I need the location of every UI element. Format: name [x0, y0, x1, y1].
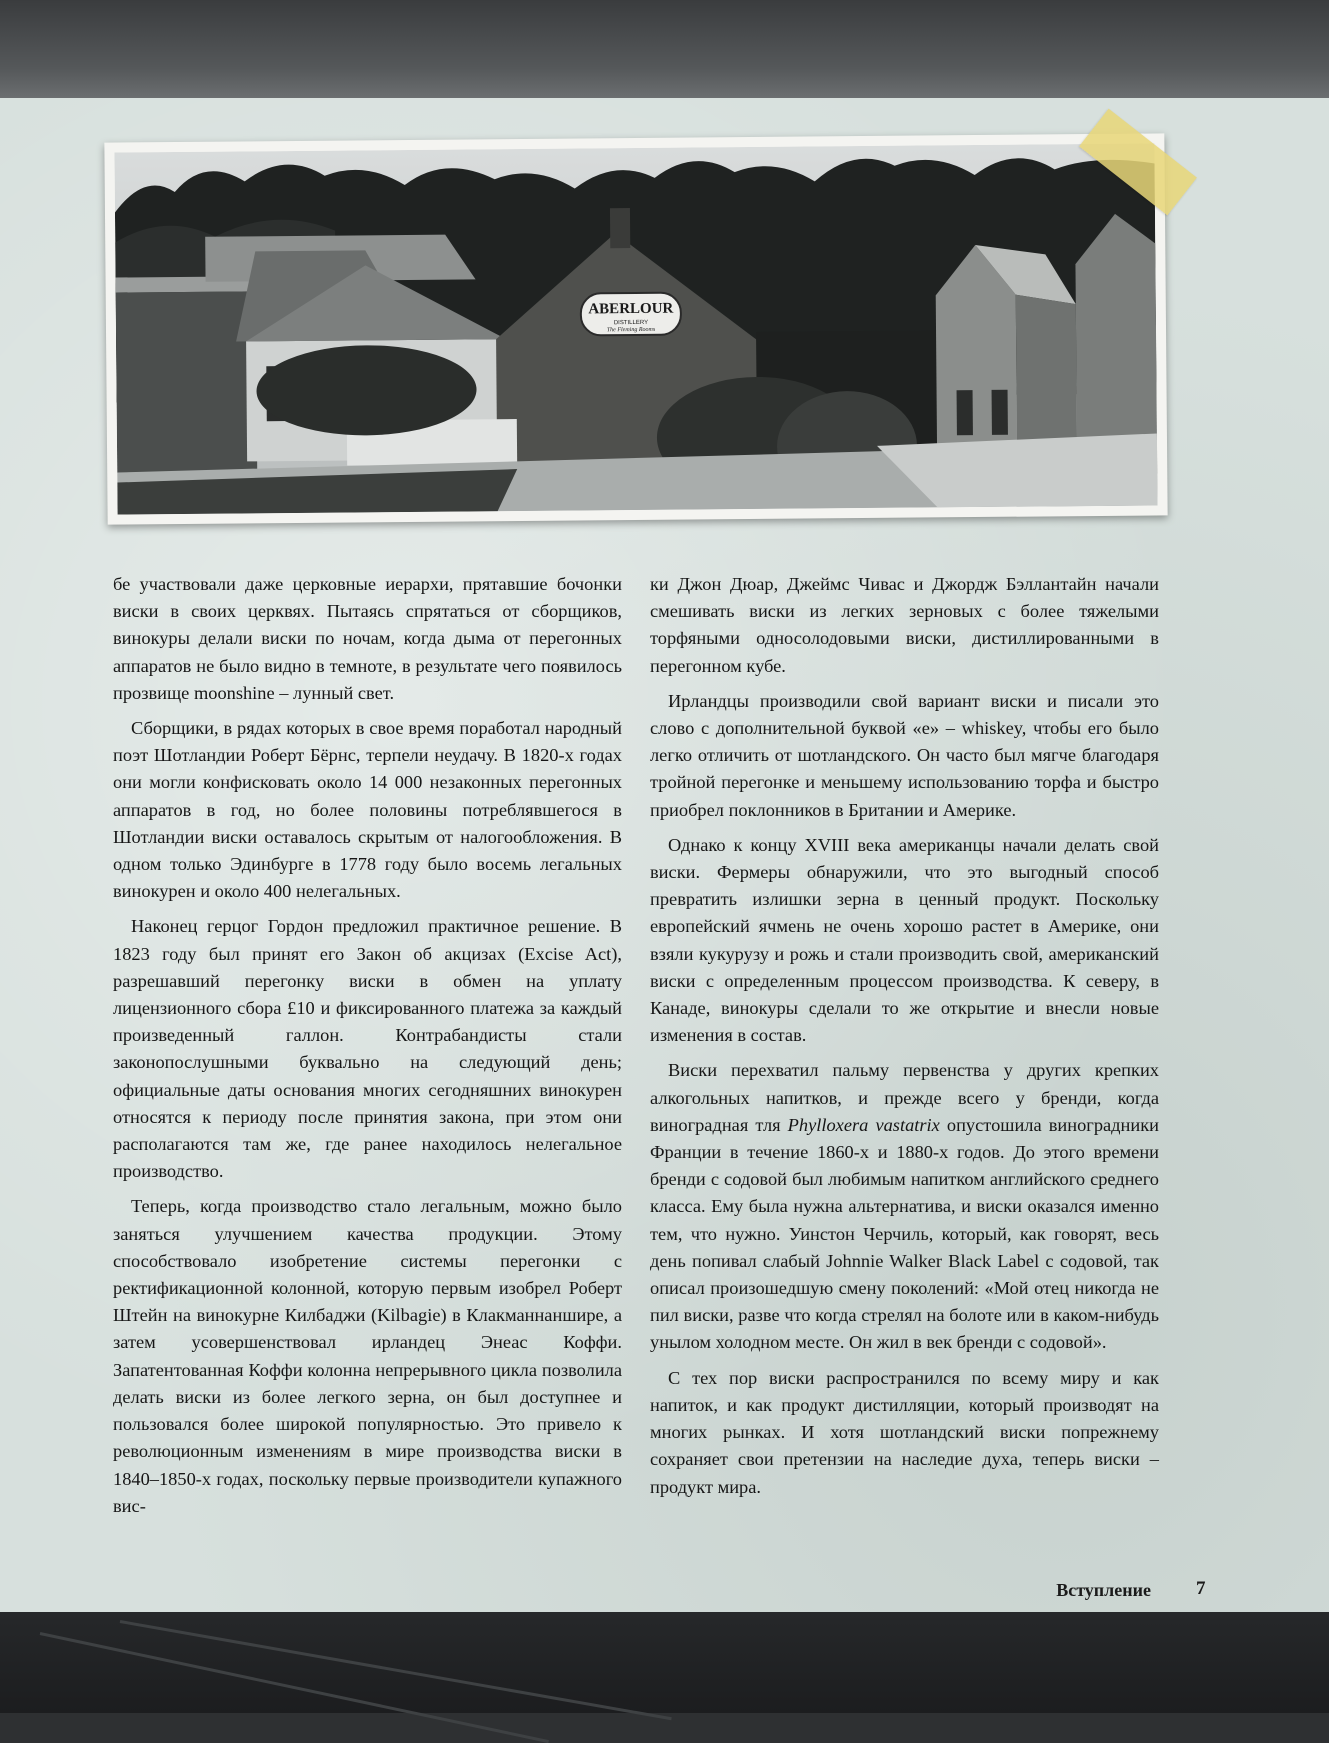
right-column	[650, 571, 1159, 1509]
text-segment: опустошила виноградники Франции в течение 1860-х и 1880-х годов. До этого времени бренди с содовой был любимым напитком английского среднего класса. Ему была нужна альтернатива, и виски оказался именно тем, что нужно. Уинстон Черчиль, который, как говорят, весь день попивал слабый Johnnie Walker Black Label с содовой, так описал произошедшую смену поколений: «Мой отец никогда не пил виски, разве что когда стрелял на болоте или в каком-нибудь унылом холодном месте. Он жил в век бренди с содовой».	[650, 1114, 1159, 1353]
paragraph-phylloxera	[650, 1057, 1159, 1356]
distillery-photo-image	[114, 143, 1157, 514]
section-title: Вступление	[1056, 1580, 1151, 1600]
paragraph: Сборщики, в рядах которых в свое время поработал народный поэт Шотландии Роберт Бёрнс, терпели неудачу. В 1820-х годах они могли конфисковать около 14 000 незаконных перегонных аппаратов в год, но более половины потреблявшегося в Шотландии виски оставалось скрытым от налогообложения. В одном только Эдинбурге в 1778 году было восемь легальных винокурен и около 400 нелегальных.	[113, 718, 622, 902]
left-column	[113, 571, 622, 1528]
paragraph: ки Джон Дюар, Джеймс Чивас и Джордж Бэллантайн начали смешивать виски из легких зерновых с более тяжелыми торфяными односолодовыми виски, дистиллированными в перегонном кубе.	[650, 574, 1159, 676]
paragraph: Ирландцы производили свой вариант виски и писали это слово с дополнительной буквой «е» – whiskey, чтобы его было легко отличить от шотландского. Он часто был мягче благодаря тройной перегонке и меньшему использованию торфа и быстро приобрел поклонников в Британии и Америке.	[650, 690, 1159, 820]
species-name: Phylloxera vastatrix	[787, 1114, 940, 1135]
text-segment: Виски перехватил пальму первенства у других крепких алкогольных напитков, и прежде всего у бренди, когда виноградная тля	[650, 1060, 1159, 1135]
rail-line	[40, 1632, 549, 1743]
rail-line	[120, 1620, 672, 1720]
paragraph: Однако к концу XVIII века американцы начали делать свой виски. Фермеры обнаружили, что это выгодный способ превратить излишки зерна в ценный продукт. Поскольку европейский ячмень не очень хорошо растет в Америке, они взяли кукурузу и рожь и стали производить свой, американский виски с определенным процессом производства. К северу, в Канаде, винокуры сделали то же открытие и внесли новые изменения в состав.	[650, 834, 1159, 1046]
distillery-photo	[104, 133, 1167, 524]
page-number: 7	[1196, 1578, 1206, 1599]
paragraph: Теперь, когда производство стало легальным, можно было заняться улучшением качества продукции. Этому способствовало изобретение системы перегонки с ректификационной колонной, которую первым изобрел Роберт Штейн на винокурне Килбаджи (Kilbagie) в Клакманнаншире, а затем усовершенствовал ирландец Энеас Коффи. Запатентованная Коффи колонна непрерывного цикла позволила делать виски из более легкого зерна, он был доступнее и пользовался более широкой популярностью. Это привело к революционным изменениям в мире производства виски в 1840–1850-х годах, поскольку первые производители купажного вис-	[113, 1196, 622, 1516]
paragraph: Наконец герцог Гордон предложил практичное решение. В 1823 году был принят его Закон об акцизах (Excise Act), разрешавший перегонку виски в обмен на уплату лицензионного сбора £10 и фиксированного платежа за каждый произведенный галлон. Контрабандисты стали законопослушными буквально на следующий день; официальные даты основания многих сегодняшних винокурен относятся к периоду после принятия закона, при этом они располагаются там же, где ранее находилось нелегальное производство.	[113, 916, 622, 1182]
sign-sub-text: The Fleming Rooms	[606, 326, 656, 334]
dark-background-bottom	[0, 1612, 1329, 1713]
sign-mid-text: DISTILLERY	[613, 319, 649, 327]
dark-background-top	[0, 0, 1329, 98]
sign-main-text: ABERLOUR	[588, 300, 674, 318]
paragraph: бе участвовали даже церковные иерархи, прятавшие бочонки виски в своих церквях. Пытаясь спрятаться от сборщиков, винокуры делали виски по ночам, когда дыма от перегонных аппаратов не было видно в темноте, в результате чего появилось прозвище moonshine – лунный свет.	[113, 574, 622, 703]
paragraph: С тех пор виски распространился по всему миру и как напиток, и как продукт дистилляции, который производят на многих рынках. И хотя шотландский виски попрежнему сохраняет свои претензии на наследие духа, теперь виски – продукт мира.	[650, 1367, 1159, 1497]
